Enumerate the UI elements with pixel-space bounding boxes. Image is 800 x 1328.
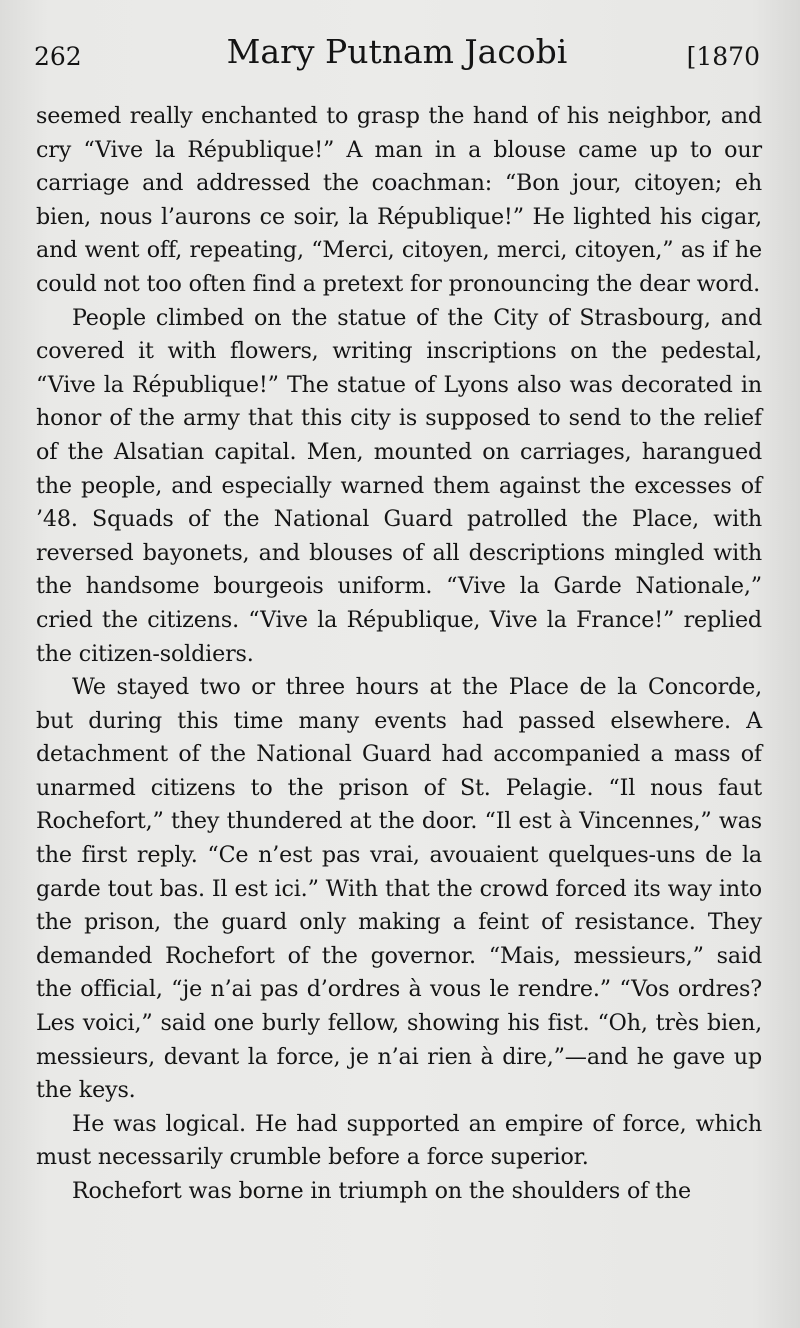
- page-header: [34, 30, 760, 80]
- paragraph: seemed really enchanted to grasp the hand of his neighbor, and cry “Vive la République!” A man in a blouse came up to our carriage and addressed the coachman: “Bon jour, citoyen; eh bien, nous l’aurons ce soir, la République!” He lighted his cigar, and went off, repeating, “Merci, citoyen, merci, citoyen,” as if he could not too often find a pretext for pronouncing the dear word.: [36, 103, 762, 297]
- running-title: Mary Putnam Jacobi: [226, 32, 568, 71]
- paragraph: Rochefort was borne in triumph on the shoulders of the: [72, 1178, 692, 1204]
- year-marker: [1870: [686, 42, 760, 71]
- paragraph: We stayed two or three hours at the Place de la Concorde, but during this time many events had passed elsewhere. A detachment of the National Guard had accompanied a mass of unarmed citizens to the prison of St. Pelagie. “Il nous faut Rochefort,” they thundered at the door. “Il est à Vincennes,” was the first reply. “Ce n’est pas vrai, avouaient quelques-uns de la garde tout bas. Il est ici.” With that the crowd forced its way into the prison, the guard only making a feint of resistance. They demanded Rochefort of the governor. “Mais, messieurs,” said the official, “je n’ai pas d’ordres à vous le rendre.” “Vos ordres? Les voici,” said one burly fellow, showing his fist. “Oh, très bien, messieurs, devant la force, je n’ai rien à dire,”—and he gave up the keys.: [36, 674, 762, 1104]
- page-body: [36, 100, 762, 1209]
- paragraph: He was logical. He had supported an empire of force, which must necessarily crumble before a force superior.: [36, 1110, 762, 1171]
- paragraph: People climbed on the statue of the City of Strasbourg, and covered it with flowers, writing inscriptions on the pedestal, “Vive la République!” The statue of Lyons also was decorated in honor of the army that this city is supposed to send to the relief of the Alsatian capital. Men, mounted on carriages, harangued the people, and especially warned them against the excesses of ’48. Squads of the National Guard patrolled the Place, with reversed bayonets, and blouses of all descriptions mingled with the handsome bourgeois uniform. “Vive la Garde Nationale,” cried the citizens. “Vive la République, Vive la France!” replied the citizen-soldiers.: [36, 304, 762, 667]
- page-number: 262: [34, 42, 82, 71]
